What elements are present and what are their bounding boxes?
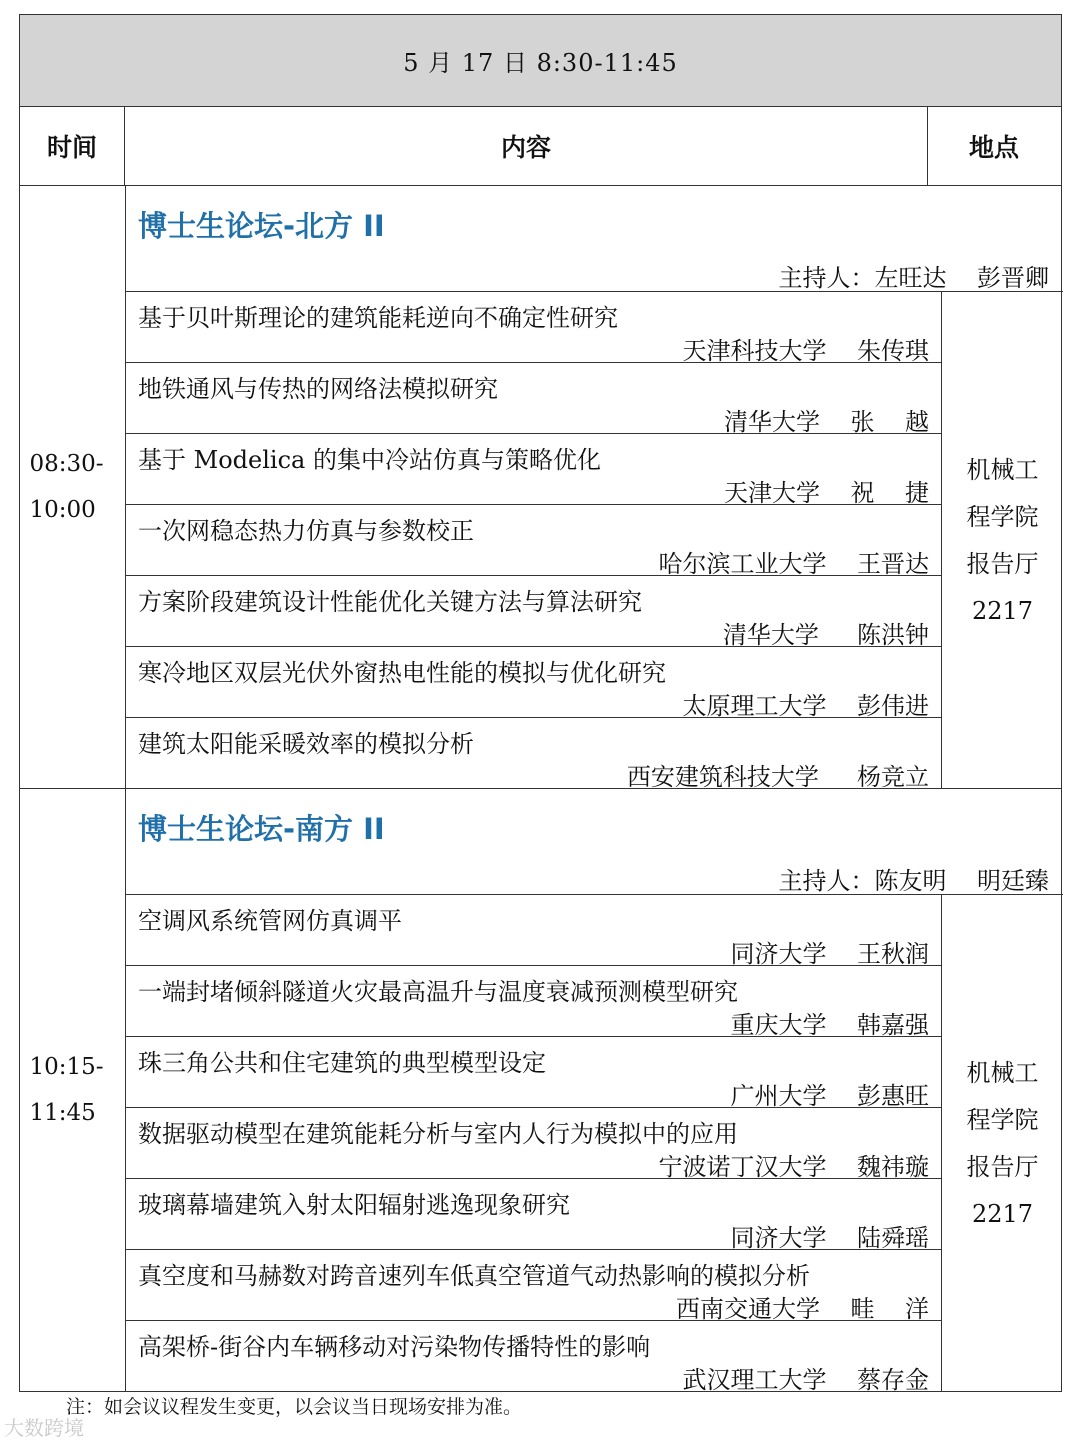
talk-row bbox=[126, 718, 941, 789]
column-header-content-label: 内容 bbox=[500, 133, 551, 162]
venue-line: 程学院 bbox=[966, 502, 1039, 531]
talk-affiliation: 清华大学 陈洪钟 bbox=[722, 621, 929, 649]
session-chair: 主持人：陈友明 明廷臻 bbox=[778, 867, 1049, 895]
session-time-start: 08:30- bbox=[29, 451, 104, 477]
column-header-venue-label: 地点 bbox=[968, 133, 1019, 162]
talk-affiliation: 天津大学 祝 捷 bbox=[723, 479, 929, 507]
column-header-venue bbox=[927, 107, 1062, 186]
session-block-south bbox=[19, 789, 1062, 1392]
talk-title: 建筑太阳能采暖效率的模拟分析 bbox=[138, 730, 474, 758]
talk-title: 基于贝叶斯理论的建筑能耗逆向不确定性研究 bbox=[138, 304, 618, 332]
column-header-content bbox=[125, 107, 928, 186]
talk-title: 空调风系统管网仿真调平 bbox=[138, 907, 402, 935]
talk-title: 一端封堵倾斜隧道火灾最高温升与温度衰减预测模型研究 bbox=[138, 978, 738, 1006]
talk-row bbox=[126, 434, 941, 505]
session-time-end: 10:00 bbox=[29, 497, 96, 523]
talk-affiliation: 武汉理工大学 蔡存金 bbox=[682, 1366, 929, 1394]
session-title: 博士生论坛-南方 II bbox=[138, 812, 385, 846]
venue-line: 机械工 bbox=[966, 1058, 1039, 1087]
talk-affiliation: 重庆大学 韩嘉强 bbox=[730, 1011, 929, 1039]
venue-line: 2217 bbox=[971, 1199, 1034, 1228]
venue-line: 程学院 bbox=[966, 1105, 1039, 1134]
session-time-cell bbox=[20, 186, 126, 788]
talk-affiliation: 宁波诺丁汉大学 魏祎璇 bbox=[658, 1153, 929, 1181]
session-time-start: 10:15- bbox=[29, 1054, 104, 1080]
talk-row bbox=[126, 1321, 941, 1392]
talk-row bbox=[126, 966, 941, 1037]
talk-row bbox=[126, 505, 941, 576]
session-time-cell bbox=[20, 789, 126, 1391]
talk-row bbox=[126, 576, 941, 647]
talk-list bbox=[126, 291, 942, 789]
session-block-north bbox=[19, 186, 1062, 789]
session-chair: 主持人：左旺达 彭晋卿 bbox=[778, 264, 1049, 292]
talk-title: 玻璃幕墙建筑入射太阳辐射逃逸现象研究 bbox=[138, 1191, 570, 1219]
column-header-time bbox=[19, 107, 125, 186]
talk-row bbox=[126, 1179, 941, 1250]
talk-row bbox=[126, 895, 941, 966]
venue-line: 2217 bbox=[971, 596, 1034, 625]
talk-title: 数据驱动模型在建筑能耗分析与室内人行为模拟中的应用 bbox=[138, 1120, 738, 1148]
talk-title: 地铁通风与传热的网络法模拟研究 bbox=[138, 375, 498, 403]
talk-affiliation: 同济大学 陆舜瑶 bbox=[730, 1224, 929, 1252]
talk-row bbox=[126, 1037, 941, 1108]
footnote: 注：如会议议程发生变更，以会议当日现场安排为准。 bbox=[66, 1396, 523, 1418]
session-title: 博士生论坛-北方 II bbox=[138, 209, 385, 243]
talk-row bbox=[126, 292, 941, 363]
talk-row bbox=[126, 1250, 941, 1321]
talk-title: 一次网稳态热力仿真与参数校正 bbox=[138, 517, 474, 545]
talk-affiliation: 太原理工大学 彭伟进 bbox=[682, 692, 929, 720]
session-venue bbox=[942, 291, 1063, 789]
session-venue bbox=[942, 894, 1063, 1392]
column-header-time-label: 时间 bbox=[46, 133, 97, 162]
talk-affiliation: 天津科技大学 朱传琪 bbox=[682, 337, 929, 365]
venue-line: 机械工 bbox=[966, 455, 1039, 484]
venue-line: 报告厅 bbox=[966, 549, 1039, 578]
talk-row bbox=[126, 647, 941, 718]
talk-title: 珠三角公共和住宅建筑的典型模型设定 bbox=[138, 1049, 546, 1077]
watermark: 大数跨境 bbox=[4, 1416, 84, 1440]
date-time-header bbox=[19, 14, 1062, 107]
talk-affiliation: 同济大学 王秋润 bbox=[730, 940, 929, 968]
date-time-text: 5 月 17 日 8:30-11:45 bbox=[403, 49, 678, 77]
talk-row bbox=[126, 1108, 941, 1179]
talk-affiliation: 西安建筑科技大学 杨竞立 bbox=[626, 763, 929, 791]
talk-affiliation: 哈尔滨工业大学 王晋达 bbox=[658, 550, 929, 578]
talk-list bbox=[126, 894, 942, 1392]
talk-affiliation: 广州大学 彭惠旺 bbox=[730, 1082, 929, 1110]
venue-line: 报告厅 bbox=[966, 1152, 1039, 1181]
session-time-end: 11:45 bbox=[29, 1100, 96, 1126]
talk-affiliation: 西南交通大学 畦 洋 bbox=[675, 1295, 929, 1323]
talk-title: 寒冷地区双层光伏外窗热电性能的模拟与优化研究 bbox=[138, 659, 666, 687]
talk-title: 真空度和马赫数对跨音速列车低真空管道气动热影响的模拟分析 bbox=[138, 1262, 810, 1290]
talk-title: 基于 Modelica 的集中冷站仿真与策略优化 bbox=[138, 446, 601, 474]
talk-title: 方案阶段建筑设计性能优化关键方法与算法研究 bbox=[138, 588, 642, 616]
talk-title: 高架桥-街谷内车辆移动对污染物传播特性的影响 bbox=[138, 1333, 651, 1361]
talk-row bbox=[126, 363, 941, 434]
talk-affiliation: 清华大学 张 越 bbox=[723, 408, 929, 436]
